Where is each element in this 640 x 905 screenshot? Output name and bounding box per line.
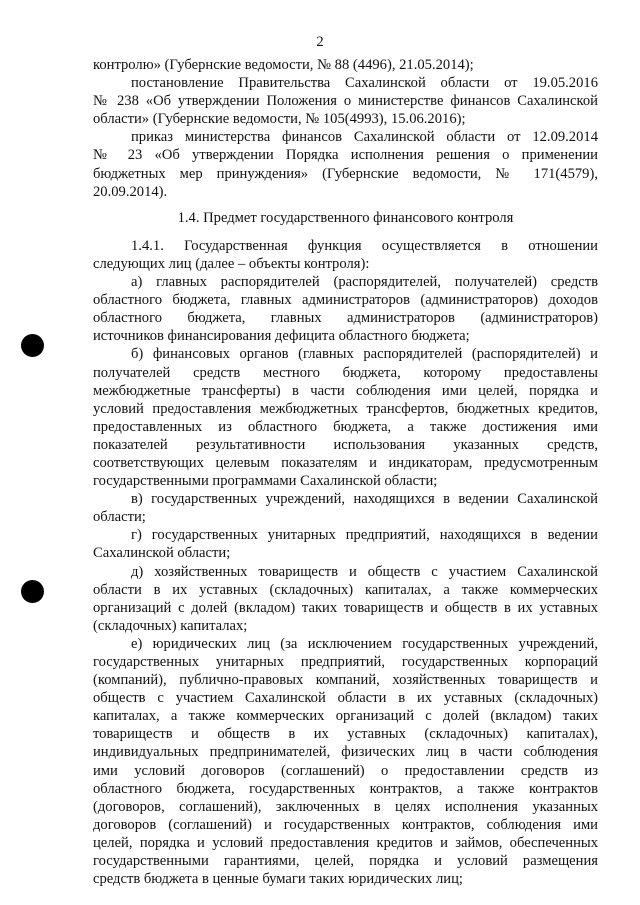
text-line: (складочных) капиталах; [93,617,248,634]
text-line: товариществ и обществ в их уставных (складочных) капиталах), [93,726,598,743]
text-line: межбюджетные трансферты) в части соблюдения ими целей, порядка и [93,382,598,399]
document-body [93,56,598,888]
text-line: предоставленных из областного бюджета, а также достижения ими [93,418,598,435]
text-line: в) государственных учреждений, находящихся в ведении Сахалинской [131,491,598,508]
text-line: показателей результативности использования указанных средств, [93,436,598,453]
text-line: целей, порядка и условий предоставления кредитов и займов, обеспеченных [93,834,598,851]
page-number: 2 [316,34,324,50]
text-line: получателей средств местного бюджета, которому предоставлены [93,364,598,381]
text-line: капиталах, а также коммерческих организаций с долей (вкладом) таких [93,708,598,725]
text-line: областного бюджета, главных администраторов (администраторов) доходов [93,292,598,309]
intro-text-block [93,56,598,201]
section-text-block [93,237,598,888]
text-line: обществ с участием Сахалинской области в их уставных (складочных) [93,690,598,707]
text-line: области» (Губернские ведомости, № 105(4993), 15.06.2016); [93,111,466,128]
text-line: государственными программами Сахалинской области; [93,473,438,490]
text-line: средств бюджета в ценные бумаги таких юридических лиц; [93,871,463,888]
text-line: приказ министерства финансов Сахалинской области от 12.09.2014 [131,129,598,146]
text-line: соответствующих целевым показателям и индикаторам, предусмотренным [93,454,598,471]
text-line: государственными гарантиями, целей, порядка и условий размещения [93,853,598,870]
text-line: е) юридических лиц (за исключением государственных учреждений, [131,635,598,652]
text-line: источников финансирования дефицита областного бюджета; [93,328,470,345]
text-line: а) главных распорядителей (распорядителей, получателей) средств [131,274,598,291]
text-line: (компаний), публично-правовых компаний, хозяйственных товариществ и [93,672,598,689]
text-line: № 238 «Об утверждении Положения о министерстве финансов Сахалинской [93,93,598,110]
punch-hole-top [21,334,44,357]
text-line: областного бюджета, главных администраторов (администраторов) [93,310,598,327]
text-line: области в их уставных (складочных) капиталах, а также коммерческих [93,581,598,598]
text-line: индивидуальных предпринимателей, физических лиц в части соблюдения [93,744,598,761]
text-line: № 23 «Об утверждении Порядка исполнения решения о применении [93,147,598,164]
text-line: следующих лиц (далее – объекты контроля): [93,255,370,272]
text-line: бюджетных мер принуждения» (Губернские ведомости, № 171(4579), [93,165,598,182]
text-line: договоров (соглашений) и государственных контрактов, соблюдения ими [93,816,598,833]
text-line: области; [93,509,146,526]
text-line: Сахалинской области; [93,545,231,562]
text-line: 20.09.2014). [93,183,168,200]
text-line: областного бюджета, государственных контрактов, а также контрактов [93,780,598,797]
text-line: д) хозяйственных товариществ и обществ с участием Сахалинской [131,563,598,580]
text-line: государственных унитарных предприятий, государственных корпораций [93,654,598,670]
text-line: ими условий договоров (соглашений) о предоставлении средств из [93,762,598,779]
text-line: условий предоставления межбюджетных трансфертов, бюджетных кредитов, [93,400,598,417]
text-line: (договоров, соглашений), заключенных в целях исполнения указанных [93,798,598,815]
text-line: б) финансовых органов (главных распорядителей (распорядителей) и [131,346,598,363]
punch-hole-bottom [21,580,44,603]
text-line: постановление Правительства Сахалинской области от 19.05.2016 [131,75,598,92]
text-line: 1.4.1. Государственная функция осуществляется в отношении [131,237,598,254]
text-line: контролю» (Губернские ведомости, № 88 (4496), 21.05.2014); [93,57,474,73]
text-line: г) государственных унитарных предприятий, находящихся в ведении [131,527,598,544]
text-line: организаций с долей (вкладом) таких товариществ и обществ в их уставных [93,599,598,616]
section-heading: 1.4. Предмет государственного финансового контроля [177,209,514,226]
